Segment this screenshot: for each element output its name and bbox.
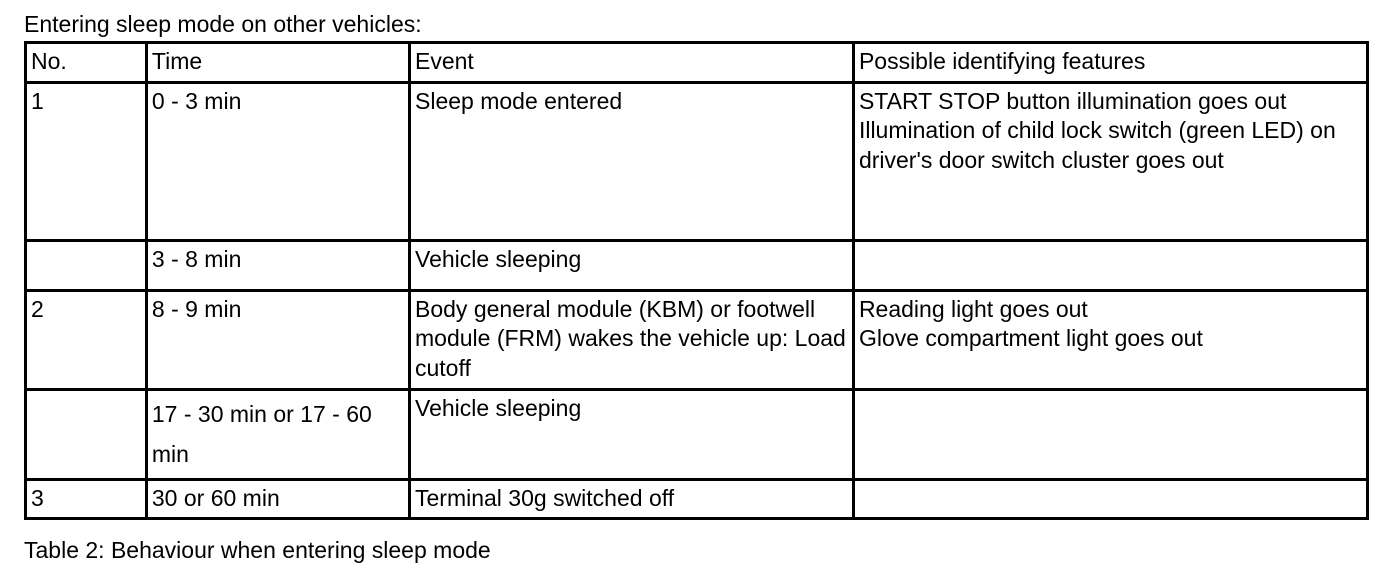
sleep-mode-table [24,41,1369,520]
cell-time: 8 - 9 min [146,290,409,389]
table-caption: Table 2: Behaviour when entering sleep mode [24,537,491,563]
table-row [26,82,1368,240]
header-features: Possible identifying features [853,43,1367,83]
table-row [26,290,1368,389]
cell-no [26,389,147,479]
feature-line: Illumination of child lock switch (green LED) on driver's door switch cluster goes out [858,117,1336,173]
cell-no: 2 [26,290,147,389]
cell-no [26,240,147,290]
table-header-row [26,43,1368,83]
cell-features [853,82,1367,240]
cell-time: 0 - 3 min [146,82,409,240]
cell-features [853,389,1367,479]
header-no: No. [26,43,147,83]
cell-time: 17 - 30 min or 17 - 60 min [146,389,409,479]
cell-time: 30 or 60 min [146,479,409,519]
feature-line: Glove compartment light goes out [858,325,1203,351]
cell-event: Body general module (KBM) or footwell module (FRM) wakes the vehicle up: Load cutoff [410,290,854,389]
table-row [26,479,1368,519]
document-heading: Entering sleep mode on other vehicles: [24,11,422,37]
feature-line: Reading light goes out [858,295,1088,322]
table-row [26,240,1368,290]
cell-features [853,240,1367,290]
cell-event: Vehicle sleeping [410,389,854,479]
cell-event: Terminal 30g switched off [410,479,854,519]
cell-features [853,479,1367,519]
cell-time: 3 - 8 min [146,240,409,290]
cell-event: Sleep mode entered [410,82,854,240]
cell-event: Vehicle sleeping [410,240,854,290]
header-time: Time [146,43,409,83]
feature-line: START STOP button illumination goes out [858,87,1287,114]
cell-features [853,290,1367,389]
header-event: Event [410,43,854,83]
cell-no: 1 [26,82,147,240]
cell-no: 3 [26,479,147,519]
table-row [26,389,1368,479]
